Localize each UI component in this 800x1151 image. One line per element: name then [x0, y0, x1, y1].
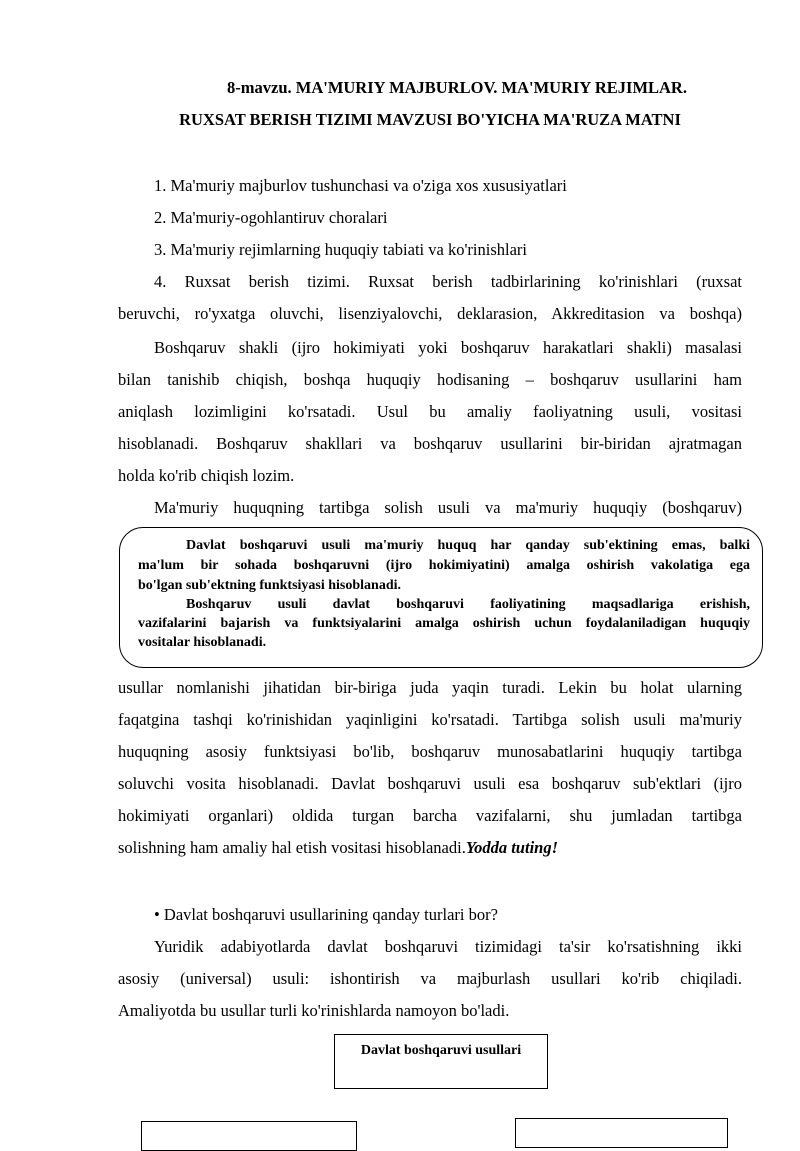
paragraph-line: aniqlash lozimligini ko'rsatadi. Usul bu amaliy faoliyatning usuli, vositasi [118, 402, 742, 421]
paragraph-line: huquqning asosiy funktsiyasi bo'lib, boshqaruv munosabatlarini huquqiy tartibga [118, 742, 742, 761]
diagram-root-box [334, 1034, 548, 1089]
paragraph-line: faqatgina tashqi ko'rinishidan yaqinligini ko'rsatadi. Tartibga solish usuli ma'muriy [118, 710, 742, 729]
callout-line: Boshqaruv usuli davlat boshqaruvi faoliyatining maqsadlariga erishish, [186, 597, 750, 612]
plan-item: 4. Ruxsat berish tizimi. Ruxsat berish tadbirlarining ko'rinishlari (ruxsat [154, 272, 742, 291]
paragraph-line: holda ko'rib chiqish lozim. [118, 466, 295, 485]
question-bullet: • Davlat boshqaruvi usullarining qanday turlari bor? [154, 905, 498, 924]
plan-item: 3. Ma'muriy rejimlarning huquqiy tabiati va ko'rinishlari [154, 240, 527, 259]
paragraph-line: hisoblanadi. Boshqaruv shakllari va boshqaruv usullarini bir-biridan ajratmagan [118, 434, 742, 453]
callout-line: bo'lgan sub'ektning funktsiyasi hisoblanadi. [138, 578, 402, 593]
diagram-child-box-left [141, 1121, 357, 1151]
paragraph-line: Boshqaruv shakli (ijro hokimiyati yoki boshqaruv harakatlari shakli) masalasi [154, 338, 742, 357]
paragraph-line: Ma'muriy huquqning tartibga solish usuli va ma'muriy huquqiy (boshqaruv) [154, 498, 742, 517]
document-title-line-1: 8-mavzu. MA'MURIY MAJBURLOV. MA'MURIY REJIMLAR. [227, 78, 687, 97]
document-title-line-2: RUXSAT BERISH TIZIMI MAVZUSI BO'YICHA MA'RUZA MATNI [179, 110, 681, 129]
paragraph-line: Yuridik adabiyotlarda davlat boshqaruvi tizimidagi ta'sir ko'rsatishning ikki [154, 937, 742, 956]
diagram-root-label: Davlat boshqaruvi usullari [360, 1043, 522, 1058]
paragraph-line-with-note [118, 838, 742, 858]
paragraph-line: Amaliyotda bu usullar turli ko'rinishlarda namoyon bo'ladi. [118, 1001, 510, 1020]
callout-line: vazifalarini bajarish va funktsiyalarini amalga oshirish uchun foydalaniladigan huquqiy [138, 616, 750, 631]
callout-line: ma'lum bir sohada boshqaruvni (ijro hokimiyatini) amalga oshirish vakolatiga ega [138, 558, 750, 573]
callout-line: vositalar hisoblanadi. [138, 635, 267, 650]
callout-line: Davlat boshqaruvi usuli ma'muriy huquq har qanday sub'ektining emas, balki [186, 538, 750, 553]
remember-note: Yodda tuting! [465, 838, 558, 857]
paragraph-line: usullar nomlanishi jihatidan bir-biriga juda yaqin turadi. Lekin bu holat ularning [118, 678, 742, 697]
paragraph-line: solishning ham amaliy hal etish vositasi hisoblanadi. [118, 838, 466, 857]
paragraph-line: bilan tanishib chiqish, boshqa huquqiy hodisaning – boshqaruv usullarini ham [118, 370, 742, 389]
diagram-child-box-right [515, 1118, 728, 1148]
plan-item-continuation: beruvchi, ro'yxatga oluvchi, lisenziyalovchi, deklarasion, Akkreditasion va boshqa) [118, 304, 742, 323]
paragraph-line: asosiy (universal) usuli: ishontirish va majburlash usullari ko'rib chiqiladi. [118, 969, 742, 988]
plan-item: 2. Ma'muriy-ogohlantiruv choralari [154, 208, 388, 227]
paragraph-line: soluvchi vosita hisoblanadi. Davlat boshqaruvi usuli esa boshqaruv sub'ektlari (ijro [118, 774, 742, 793]
plan-item: 1. Ma'muriy majburlov tushunchasi va o'ziga xos xususiyatlari [154, 176, 567, 195]
paragraph-line: hokimiyati organlari) oldida turgan barcha vazifalarni, shu jumladan tartibga [118, 806, 742, 825]
